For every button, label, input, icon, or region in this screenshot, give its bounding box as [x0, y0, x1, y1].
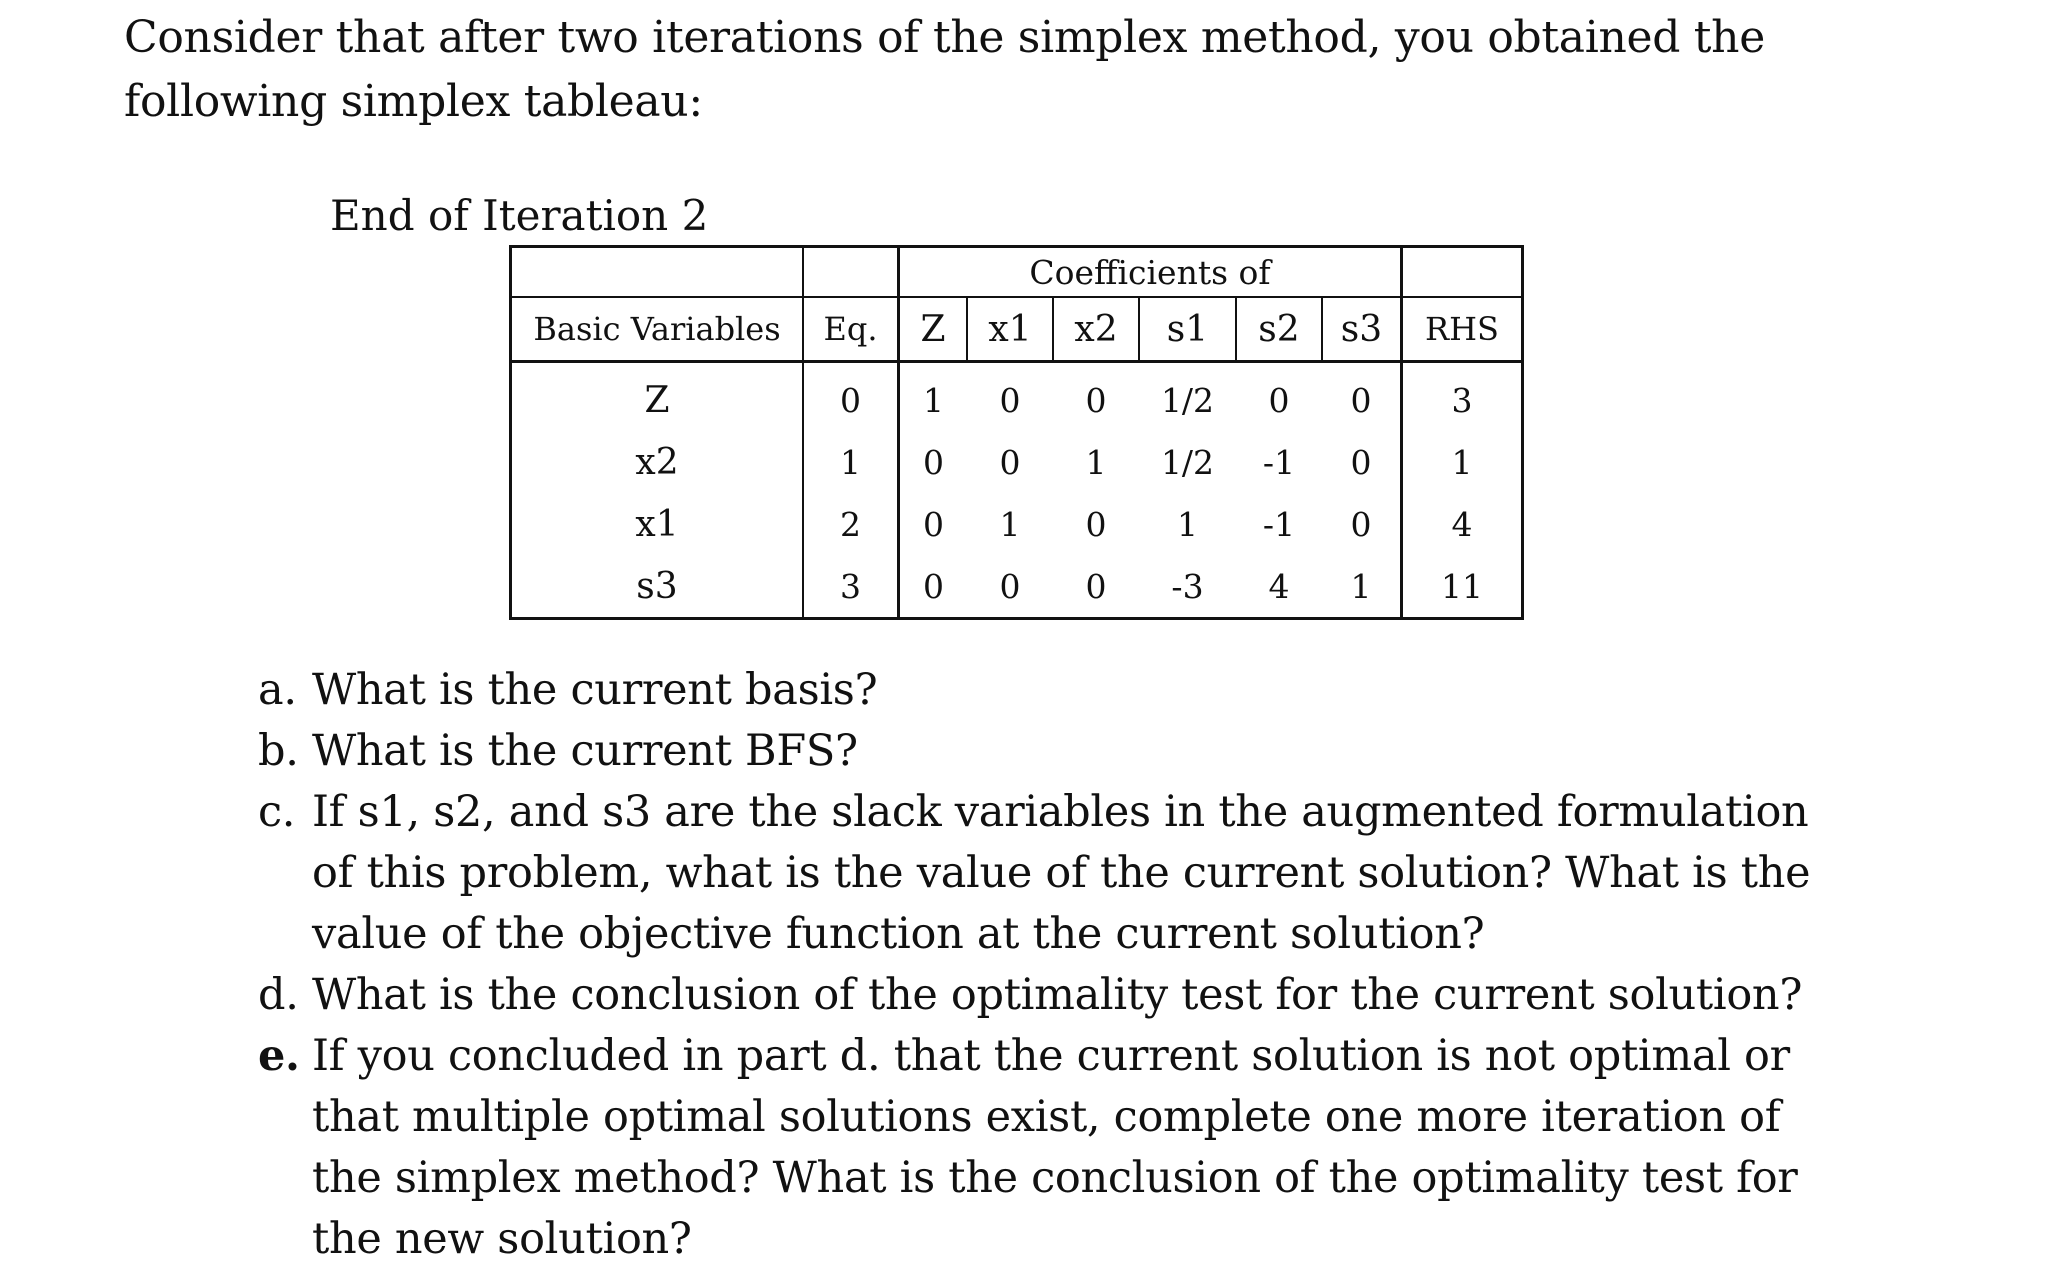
- column-header-basic-variables: Basic Variables: [511, 297, 804, 362]
- table-row: [511, 555, 1523, 619]
- question-text: What is the current BFS?: [312, 726, 858, 776]
- question-text: What is the conclusion of the optimality test for the current solution?: [312, 970, 1803, 1020]
- column-header-x2: x2: [1053, 297, 1139, 362]
- question-marker: a.: [258, 665, 297, 715]
- column-header-s3: s3: [1322, 297, 1402, 362]
- rhs-cell: 3: [1451, 380, 1473, 420]
- basic-variable-cell: x1: [511, 493, 804, 555]
- tableau-column-header-row: [511, 297, 1523, 362]
- eq-cell: 3: [803, 555, 899, 619]
- column-header-z: Z: [899, 297, 968, 362]
- question-item: [258, 1026, 1858, 1270]
- coef-z-cell: 0: [923, 442, 944, 482]
- empty-header-cell: [1402, 247, 1523, 298]
- coefficients-of-header: Coefficients of: [899, 247, 1402, 298]
- question-item: [258, 965, 1858, 1026]
- simplex-tableau: [509, 245, 1524, 620]
- eq-cell: 1: [803, 431, 899, 493]
- intro-paragraph: Consider that after two iterations of the simplex method, you obtained the following simplex tableau:: [124, 12, 1765, 127]
- tableau-group-header-row: [511, 247, 1523, 298]
- table-row: [511, 362, 1523, 432]
- question-list: [258, 660, 1858, 1270]
- column-header-x1: x1: [967, 297, 1053, 362]
- coef-z-cell: 0: [923, 566, 944, 606]
- coef-x1-cell: 0: [999, 566, 1021, 606]
- question-marker: c.: [258, 787, 296, 837]
- coef-s2-cell: 0: [1268, 380, 1290, 420]
- eq-cell: 2: [803, 493, 899, 555]
- coef-s1-cell: 1/2: [1160, 442, 1215, 482]
- column-header-eq: Eq.: [803, 297, 899, 362]
- coef-s2-cell: -1: [1262, 442, 1296, 482]
- coef-s3-cell: 0: [1322, 362, 1402, 432]
- coef-s2-cell: -1: [1262, 504, 1296, 544]
- question-marker: e.: [258, 1031, 300, 1081]
- question-marker: d.: [258, 970, 299, 1020]
- coef-x2-cell: 0: [1085, 566, 1107, 606]
- question-marker: b.: [258, 726, 299, 776]
- rhs-cell: 11: [1441, 566, 1483, 606]
- coef-s2-cell: 4: [1268, 566, 1290, 606]
- question-text: If s1, s2, and s3 are the slack variables in the augmented formulation of this problem, what is the value of the current solution? What is the value of the objective function at the current solution?: [312, 787, 1811, 959]
- coef-x2-cell: 0: [1085, 380, 1107, 420]
- question-item: [258, 721, 1858, 782]
- column-header-rhs: RHS: [1402, 297, 1523, 362]
- question-text: What is the current basis?: [312, 665, 878, 715]
- coef-s1-cell: -3: [1171, 566, 1204, 606]
- empty-header-cell: [803, 247, 899, 298]
- coef-z-cell: 0: [923, 504, 944, 544]
- coef-x1-cell: 0: [999, 380, 1021, 420]
- rhs-cell: 4: [1451, 504, 1473, 544]
- question-item: [258, 660, 1858, 721]
- coef-x2-cell: 1: [1085, 442, 1107, 482]
- coef-s3-cell: 0: [1322, 431, 1402, 493]
- table-caption: End of Iteration 2: [330, 191, 709, 240]
- question-item: [258, 782, 1858, 965]
- coef-x1-cell: 0: [999, 442, 1021, 482]
- coef-x2-cell: 0: [1085, 504, 1107, 544]
- basic-variable-cell: s3: [511, 555, 804, 619]
- coef-s1-cell: 1/2: [1160, 380, 1215, 420]
- column-header-s2: s2: [1236, 297, 1322, 362]
- basic-variable-cell: x2: [511, 431, 804, 493]
- coef-z-cell: 1: [923, 380, 944, 420]
- coef-s3-cell: 1: [1322, 555, 1402, 619]
- basic-variable-cell: Z: [511, 362, 804, 432]
- empty-header-cell: [511, 247, 804, 298]
- column-header-s1: s1: [1139, 297, 1236, 362]
- coef-x1-cell: 1: [999, 504, 1021, 544]
- coef-s1-cell: 1: [1177, 504, 1198, 544]
- coef-s3-cell: 0: [1322, 493, 1402, 555]
- rhs-cell: 1: [1451, 442, 1473, 482]
- table-row: [511, 431, 1523, 493]
- table-row: [511, 493, 1523, 555]
- question-text: If you concluded in part d. that the current solution is not optimal or that multiple optimal solutions exist, complete one more iteration of the simplex method? What is the conclusion of the optimality test for the new solution?: [312, 1031, 1798, 1264]
- eq-cell: 0: [803, 362, 899, 432]
